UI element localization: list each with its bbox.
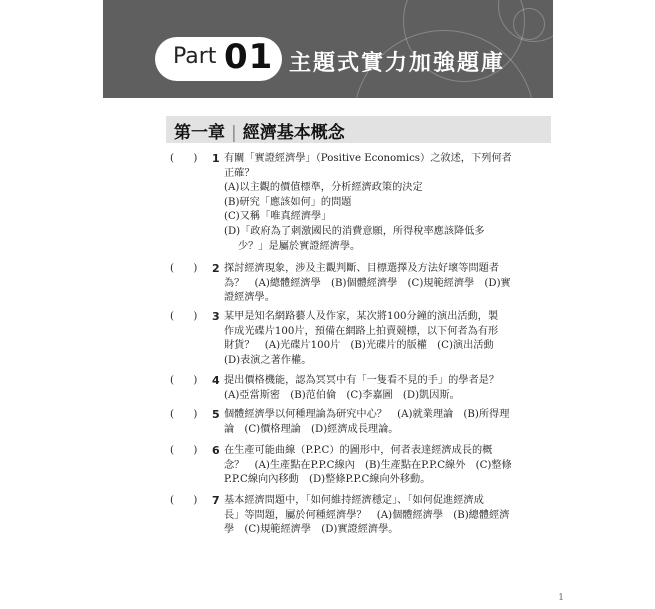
question-number: 7 (212, 494, 220, 507)
banner-decoration-circle (513, 8, 545, 40)
option-a: (A)以主觀的價值標準，分析經濟政策的決定 (224, 182, 423, 194)
question-number: 2 (212, 262, 220, 275)
question-stem-line: 有關「實證經濟學」（Positive Economics）之敘述，下列何者 (224, 153, 512, 164)
question-body (224, 262, 530, 306)
question-item (170, 310, 530, 368)
option-d-continuation: 少？」是屬於實證經濟學。 (238, 240, 361, 252)
question-body (224, 494, 530, 538)
question-line: 某甲是知名網路藝人及作家，某次將100分鐘的演出活動，製 (224, 311, 499, 322)
chapter-label: 第一章 (174, 123, 225, 143)
answer-blank: ( ) (170, 445, 198, 456)
question-line: 為？ (A)總體經濟學 (B)個體經濟學 (C)規範經濟學 (D)實 (224, 277, 511, 289)
question-body (224, 310, 530, 368)
question-line: 念？ (A)生產點在P.P.C線內 (B)生產點在P.P.C線外 (C)整條 (224, 459, 512, 471)
question-line: 證經濟學。 (224, 292, 275, 304)
question-item (170, 494, 530, 538)
option-b: (B)研究「應該如何」的問題 (224, 196, 352, 208)
question-number: 4 (212, 374, 220, 387)
question-line: 提出價格機能，認為冥冥中有「一隻看不見的手」的學者是？ (224, 375, 500, 386)
question-number: 5 (212, 408, 220, 421)
question-body (224, 444, 530, 488)
question-body (224, 374, 530, 403)
part-word: Part (173, 44, 217, 69)
question-item (170, 262, 530, 306)
answer-blank: ( ) (170, 409, 198, 420)
question-stem-line: 正確？ (224, 167, 255, 179)
answer-blank: ( ) (170, 263, 198, 274)
part-title: 主題式實力加強題庫 (289, 51, 506, 76)
question-number: 6 (212, 444, 220, 457)
question-body (224, 152, 530, 254)
answer-blank: ( ) (170, 311, 198, 322)
option-d: (D)「政府為了刺激國民的消費意願，所得稅率應該降低多 (224, 225, 485, 237)
answer-blank: ( ) (170, 495, 198, 506)
question-line: (D)表演之著作權。 (224, 354, 312, 366)
question-line: 在生產可能曲線（P.P.C）的圖形中，何者表達經濟成長的概 (224, 445, 493, 456)
question-line: P.P.C線向內移動 (D)整條P.P.C線向外移動。 (224, 474, 431, 486)
question-line: 長」等問題，屬於何種經濟學？ (A)個體經濟學 (B)總體經濟 (224, 509, 510, 521)
answer-blank: ( ) (170, 375, 198, 386)
question-line: 基本經濟問題中，「如何維持經濟穩定」、「如何促進經濟成 (224, 495, 484, 506)
question-item (170, 374, 530, 403)
question-number: 3 (212, 310, 220, 323)
chapter-separator: | (231, 123, 237, 143)
option-c: (C)又稱「唯真經濟學」 (224, 211, 332, 223)
question-item (170, 408, 530, 437)
question-body (224, 408, 530, 437)
chapter-title: 經濟基本概念 (242, 123, 345, 143)
question-line: 探討經濟現象，涉及主觀判斷、目標選擇及方法好壞等問題者 (224, 263, 500, 274)
question-line: 學 (C)規範經濟學 (D)實證經濟學。 (224, 524, 399, 536)
part-number: 01 (224, 37, 274, 77)
page-number: 1 (558, 593, 564, 603)
question-line: 論 (C)價格理論 (D)經濟成長理論。 (224, 423, 399, 435)
question-line: 財貨？ (A)光碟片100片 (B)光碟片的版權 (C)演出活動 (224, 340, 494, 352)
question-number: 1 (212, 152, 220, 165)
chapter-heading (174, 118, 345, 143)
answer-blank: ( ) (170, 153, 198, 164)
question-line: 作成光碟片100片，預備在網路上拍賣競標，以下何者為有形 (224, 325, 499, 337)
question-item (170, 444, 530, 488)
question-item (170, 152, 530, 254)
question-line: (A)亞當斯密 (B)范伯倫 (C)李嘉圖 (D)凱因斯。 (224, 389, 460, 401)
question-line: 個體經濟學以何種理論為研究中心？ (A)就業理論 (B)所得理 (224, 409, 510, 420)
